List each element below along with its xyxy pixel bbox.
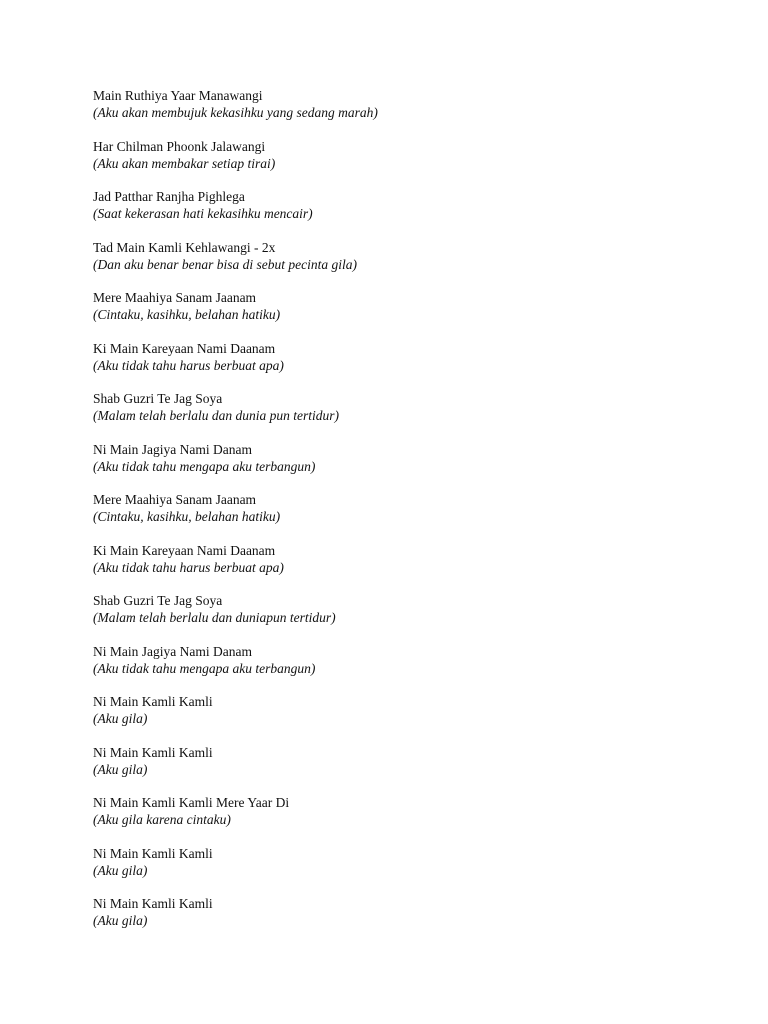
lyric-line: Shab Guzri Te Jag Soya xyxy=(93,391,223,406)
lyric-line: Ni Main Kamli Kamli xyxy=(93,845,213,861)
translation-line: (Saat kekerasan hati kekasihku mencair) xyxy=(93,206,313,221)
stanza xyxy=(93,693,733,744)
lyric-line: Mere Maahiya Sanam Jaanam xyxy=(93,492,257,507)
stanza xyxy=(93,491,733,542)
lyric-line: Shab Guzri Te Jag Soya xyxy=(93,593,223,608)
translation-line: (Aku gila) xyxy=(93,913,148,928)
translation-line: (Malam telah berlalu dan duniapun tertidur) xyxy=(93,610,336,625)
stanza xyxy=(93,744,733,795)
stanza xyxy=(93,340,733,391)
stanza xyxy=(93,592,733,643)
translation-line: (Malam telah berlalu dan dunia pun tertidur) xyxy=(93,408,339,423)
lyric-line: Ni Main Kamli Kamli xyxy=(93,896,213,911)
lyric-line: Ki Main Kareyaan Nami Daanam xyxy=(93,542,276,558)
translation-line: (Cintaku, kasihku, belahan hatiku) xyxy=(93,509,281,524)
stanza xyxy=(93,794,733,845)
translation-line: (Aku gila karena cintaku) xyxy=(93,812,231,827)
stanza xyxy=(93,643,733,694)
lyric-line: Har Chilman Phoonk Jalawangi xyxy=(93,138,266,154)
translation-line: (Aku akan membakar setiap tirai) xyxy=(93,155,276,171)
stanza xyxy=(93,289,733,340)
translation-line: (Aku tidak tahu harus berbuat apa) xyxy=(93,559,284,575)
stanza xyxy=(93,138,733,189)
lyric-line: Ni Main Kamli Kamli xyxy=(93,744,213,760)
stanza xyxy=(93,845,733,896)
lyric-line: Main Ruthiya Yaar Manawangi xyxy=(93,88,263,103)
stanza xyxy=(93,188,733,239)
translation-line: (Dan aku benar benar bisa di sebut pecinta gila) xyxy=(93,256,357,272)
stanza xyxy=(93,390,733,441)
stanza xyxy=(93,441,733,492)
translation-line: (Aku gila) xyxy=(93,862,148,878)
lyric-line: Ni Main Jagiya Nami Danam xyxy=(93,643,252,659)
translation-line: (Aku tidak tahu mengapa aku terbangun) xyxy=(93,458,316,474)
lyric-line: Ni Main Kamli Kamli Mere Yaar Di xyxy=(93,795,290,810)
translation-line: (Aku tidak tahu mengapa aku terbangun) xyxy=(93,660,316,676)
lyrics-body xyxy=(93,87,733,946)
translation-line: (Aku tidak tahu harus berbuat apa) xyxy=(93,357,284,373)
translation-line: (Aku gila) xyxy=(93,761,148,777)
lyric-line: Ni Main Jagiya Nami Danam xyxy=(93,441,252,457)
stanza xyxy=(93,239,733,290)
stanza xyxy=(93,895,733,946)
translation-line: (Aku gila) xyxy=(93,711,148,726)
lyric-line: Ki Main Kareyaan Nami Daanam xyxy=(93,340,276,356)
lyric-line: Mere Maahiya Sanam Jaanam xyxy=(93,290,257,305)
lyric-line: Jad Patthar Ranjha Pighlega xyxy=(93,189,245,204)
lyric-line: Ni Main Kamli Kamli xyxy=(93,694,213,709)
lyric-line: Tad Main Kamli Kehlawangi - 2x xyxy=(93,239,276,255)
stanza xyxy=(93,542,733,593)
stanza xyxy=(93,87,733,138)
translation-line: (Aku akan membujuk kekasihku yang sedang marah) xyxy=(93,105,378,120)
translation-line: (Cintaku, kasihku, belahan hatiku) xyxy=(93,307,281,322)
